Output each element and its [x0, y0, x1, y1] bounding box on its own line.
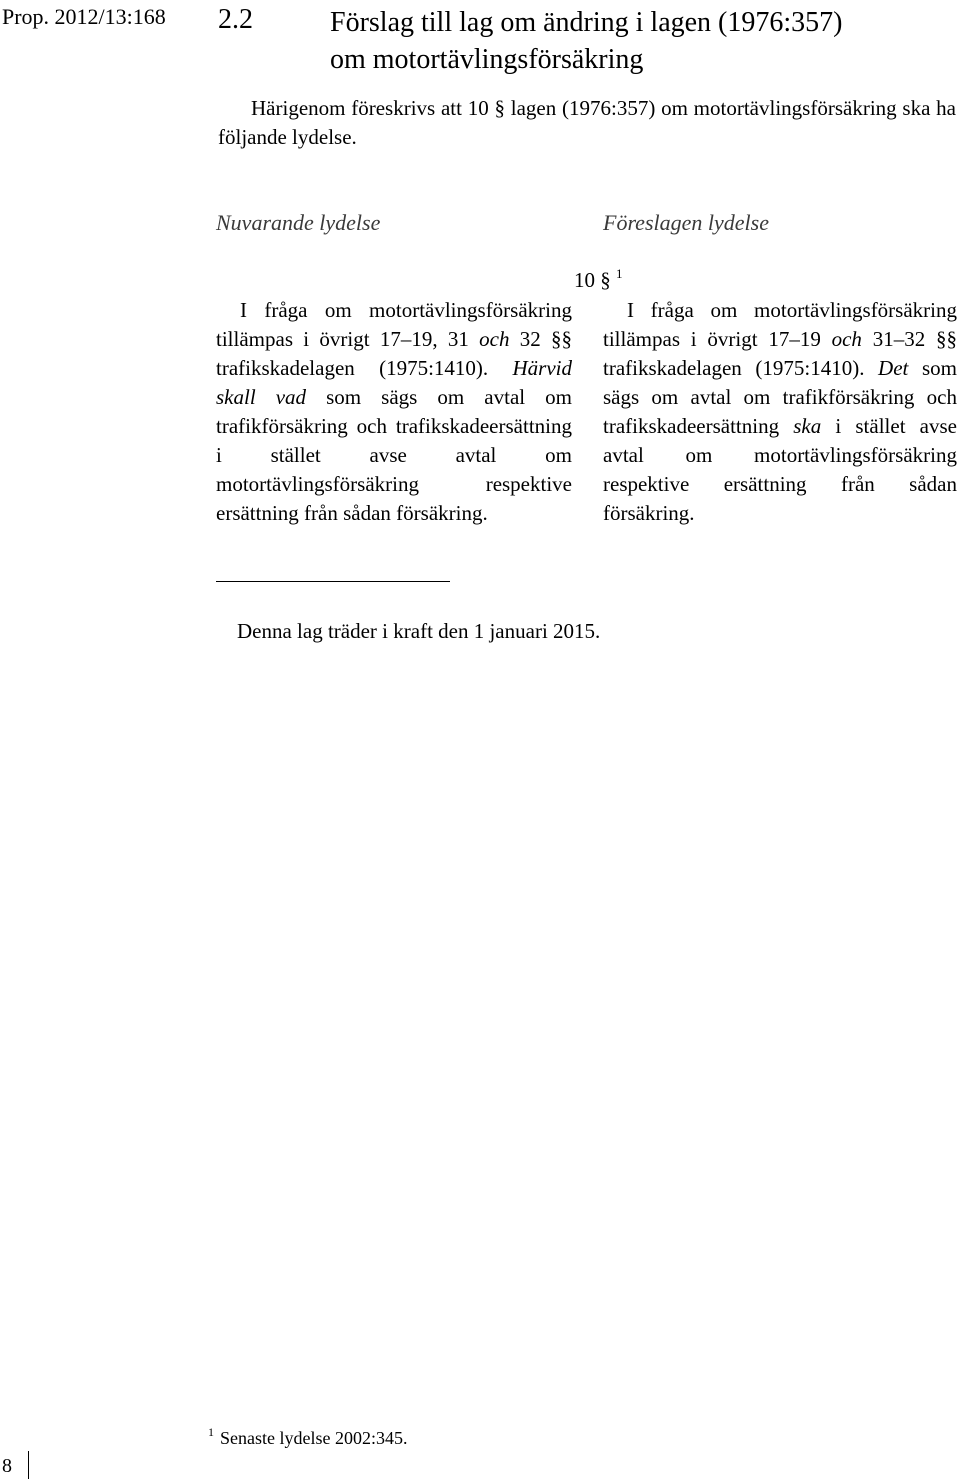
proposed-text-part-2: 31–32 §§ trafikskadelagen (1975:1410).	[603, 327, 957, 380]
section-title	[330, 4, 842, 78]
section-title-line-2: om motortävlingsförsäkring	[330, 44, 644, 75]
intro-paragraph: Härigenom föreskrivs att 10 § lagen (1976:357) om motortävlingsförsäkring ska ha följande lydelse.	[218, 96, 956, 149]
footnote-text: Senaste lydelse 2002:345.	[220, 1428, 408, 1448]
proposed-text-part-3: som sägs om avtal om trafikförsäkring och trafikskadeersättning	[603, 356, 957, 438]
proposed-text-italic-1: och	[831, 327, 862, 351]
paragraph-label: 10 §	[574, 268, 611, 292]
proposed-wording-heading: Föreslagen lydelse	[603, 210, 769, 235]
page-number: 8	[2, 1455, 12, 1477]
proposition-reference: Prop. 2012/13:168	[2, 4, 166, 29]
paragraph-marker	[574, 268, 623, 293]
effective-date-provision: Denna lag träder i kraft den 1 januari 2015.	[237, 619, 601, 643]
current-wording-text	[216, 296, 572, 528]
section-title-line-1: Förslag till lag om ändring i lagen (1976:357)	[330, 7, 843, 38]
proposed-text-part-4: i stället avse avtal om motortävlingsförsäkring respektive ersättning från sådan försäkring.	[603, 414, 957, 525]
current-text-part-2: 32 §§ trafikskadelagen (1975:1410).	[216, 327, 573, 380]
current-text-part-1: I fråga om motortävlingsförsäkring tillämpas i övrigt 17–19, 31	[216, 298, 572, 351]
current-text-italic-1: och	[479, 327, 510, 351]
current-text-part-3: som sägs om avtal om trafikförsäkring och trafikskadeersättning i stället avse avtal om motortävlingsförsäkring respektive ersättning från sådan försäkring.	[216, 385, 572, 525]
proposed-text-part-1: I fråga om motortävlingsförsäkring tillämpas i övrigt 17–19	[603, 298, 957, 351]
proposed-text-italic-2: Det	[878, 356, 909, 380]
section-number: 2.2	[218, 4, 253, 35]
proposed-wording-text	[603, 296, 957, 528]
current-wording-heading: Nuvarande lydelse	[216, 210, 381, 235]
current-text-italic-2: Härvid skall vad	[216, 356, 572, 409]
footnote-reference: 1	[616, 266, 623, 281]
footnote	[208, 1425, 408, 1449]
proposed-text-italic-3: ska	[793, 414, 822, 438]
separator-rule	[216, 581, 450, 582]
page-margin-line	[28, 1451, 29, 1479]
footnote-number: 1	[208, 1425, 214, 1439]
